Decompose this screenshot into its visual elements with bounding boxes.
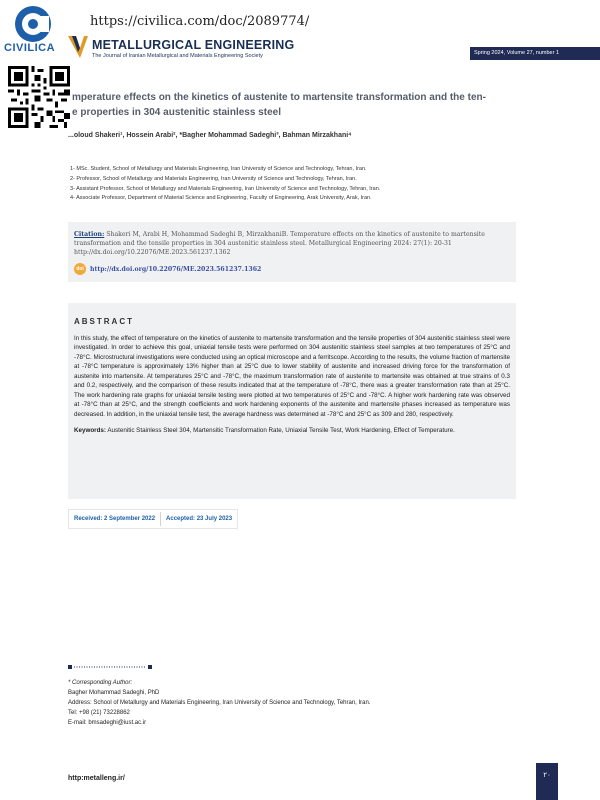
civilica-label: CIVILICA (4, 42, 56, 54)
keywords-label: Keywords: (74, 427, 106, 435)
affiliation-item: 1- MSc. Student, School of Metallurgy and Materials Engineering, Iran University of Science and Technology, Tehran, Iran. (70, 166, 367, 172)
received-date: Received: 2 September 2022 (74, 516, 156, 522)
abstract-panel (68, 303, 516, 499)
issue-badge: Spring 2024, Volume 27, number 1 (470, 47, 600, 60)
article-title-line: mperature effects on the kinetics of austenite to martensite transformation and the ten- (72, 92, 486, 103)
doi-icon: doi (74, 263, 86, 275)
article-title-line: e properties in 304 austenitic stainless steel (72, 107, 281, 118)
accepted-date: Accepted: 23 July 2023 (166, 516, 233, 522)
citation-body: Shakeri M, Arabi H, Mohammad Sadeghi B, MirzakhaniB. Temperature effects on the kinetics of austenite to martensite transformation and the tensile properties in 304 austenitic stainless steel. Metallurgical Engineering 2024: 27(1): 20-31 http://dx.doi.org/10.22076/ME.2023.561237.1362 (74, 231, 485, 256)
keywords (74, 426, 510, 435)
citation-text (74, 230, 510, 257)
affiliation-item: 3- Assistant Professor, School of Metallurgy and Materials Engineering, Iran University of Science and Technology, Tehran, Iran. (70, 185, 381, 192)
article-dates (68, 509, 238, 529)
corresponding-address: Address: School of Metallurgy and Materials Engineering, Iran University of Science and Technology, Tehran, Iran. (68, 700, 371, 706)
citation-tag: Citation: (74, 231, 105, 238)
page-number: ۲۰ (536, 763, 558, 800)
author-list: ...oloud Shakeri¹, Hossein Arabi², *Bagher Mohammad Sadeghi³, Bahman Mirzakhani⁴ (68, 132, 352, 139)
keywords-list: Austenitic Stainless Steel 304, Martensitic Transformation Rate, Uniaxial Tensile Test, Work Hardening, Effect of Temperature. (105, 427, 455, 435)
doc-url-link[interactable]: https://civilica.com/doc/2089774/ (90, 14, 310, 29)
affiliation-item: 2- Professor, School of Metallurgy and Materials Engineering, Iran University of Science and Technology, Tehran, Iran. (70, 175, 357, 182)
article-title (72, 90, 532, 120)
affiliation-list (70, 165, 380, 204)
abstract-heading: ABSTRACT (74, 317, 134, 326)
corresponding-tel: Tel: +98 (21) 73228862 (68, 710, 130, 716)
dotted-divider (68, 664, 152, 670)
doi-row (74, 263, 510, 275)
corresponding-author (68, 678, 371, 728)
citation-panel (68, 222, 516, 282)
affiliation-item: 4- Associate Professor, Department of Material Science and Engineering, Faculty of Engineering, Arak University, Arak, Iran. (70, 195, 372, 202)
abstract-text: In this study, the effect of temperature on the kinetics of austenite to martensite transformation and the tensile properties of 304 austenitic stainless steel were investigated. In order to achieve this goal, uniaxial tensile tests were performed on 304 austenitic stainless steel samples at two temperatures of 25°C and -78°C. Microstructural investigations were conducted using an optical microscope and a ferritscope. According to the results, the volume fraction of martensite at -78°C temperature is approximately 13% higher than at 25°C due to lower stability of austenite and increased driving force for the transformation of austenite into martensite. At temperatures 25°C and -78°C, the maximum transformation rate of austenite to martensite was obtained at true strains of 0.3 and 0.2, respectively, and the comparison of these results indicated that at the temperature of -78°C, there was a greater transformation rate than at 25°C. The work hardening rate graphs for uniaxial tensile testing were plotted at two temperatures of 25°C and -78°C. A higher work hardening rate was observed at -78°C than at 25°C, and the strength coefficients and work hardening exponents of the austenite and martensite phases increased as temperature was decreased. In addition, in the uniaxial tensile test, the average hardness was determined at -78°C and 25°C as 309 and 280, respectively. (74, 335, 510, 418)
journal-logo-icon (68, 36, 88, 58)
corresponding-email[interactable]: E-mail: bmsadeghi@iust.ac.ir (68, 720, 147, 726)
corresponding-label: * Corresponding Author: (68, 680, 133, 686)
journal-subtitle: The Journal of Iranian Metallurgical and Materials Engineering Society (92, 53, 263, 59)
corresponding-name: Bagher Mohammad Sadeghi, PhD (68, 690, 160, 696)
qr-code-icon (8, 66, 70, 128)
footer-url-link[interactable]: http:metalleng.ir/ (68, 775, 125, 782)
doi-link[interactable]: http://dx.doi.org/10.22076/ME.2023.561237.1362 (90, 265, 262, 273)
journal-name: METALLURGICAL ENGINEERING (92, 38, 295, 52)
